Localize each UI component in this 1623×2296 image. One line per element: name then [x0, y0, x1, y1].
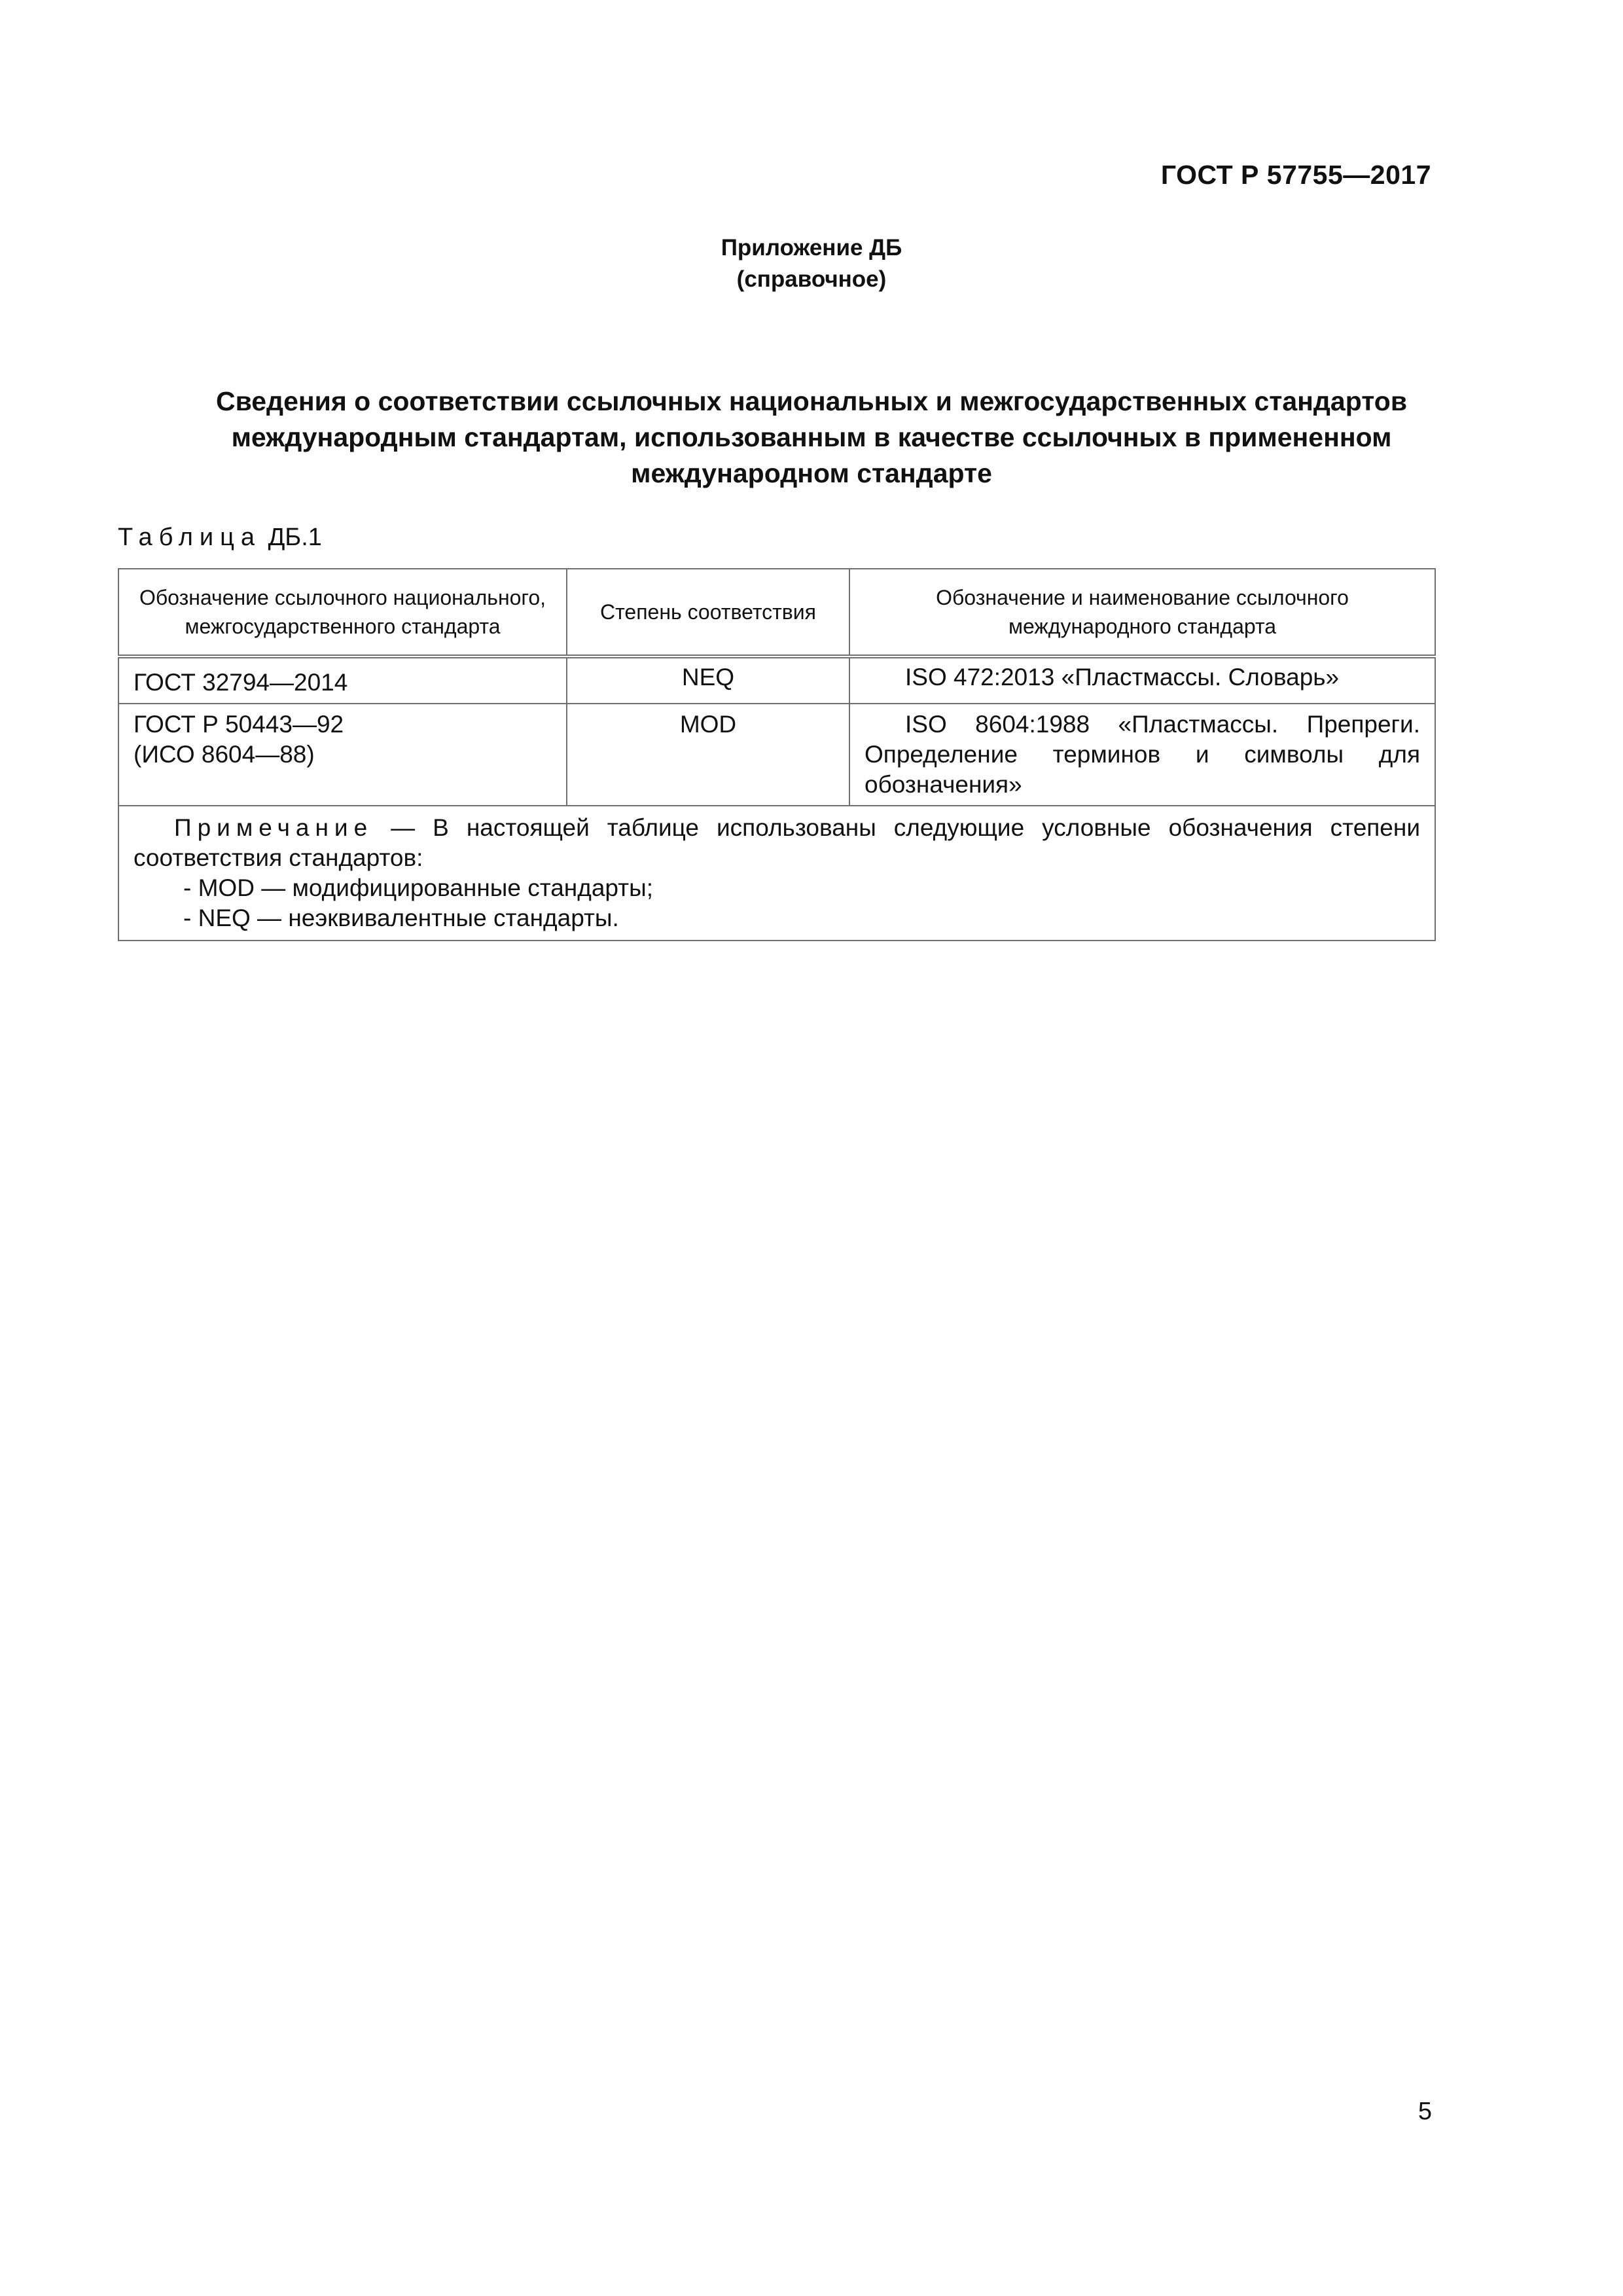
- heading-line: международном стандарте: [631, 458, 992, 488]
- heading-line: международным стандартам, использованным в качестве ссылочных в примененном: [231, 422, 1392, 452]
- appendix-title: Приложение ДБ: [721, 235, 902, 260]
- table-header-row: [118, 569, 1435, 656]
- column-header-degree: Степень соответствия: [567, 569, 849, 656]
- cell-degree: NEQ: [567, 656, 849, 704]
- cell-degree: MOD: [567, 704, 849, 806]
- document-id: ГОСТ Р 57755—2017: [1160, 160, 1431, 190]
- note-label: Примечание: [174, 814, 374, 841]
- cell-national-standard: [118, 704, 567, 806]
- table-caption-prefix: Таблица: [118, 524, 261, 551]
- table-caption-number: ДБ.1: [268, 524, 322, 551]
- cell-international-standard: ISO 8604:1988 «Пластмассы. Препреги. Определение терминов и символы для обозначения»: [849, 704, 1435, 806]
- column-header-international-standard: Обозначение и наименование ссылочного международного стандарта: [849, 569, 1435, 656]
- reference-standards-table: [118, 568, 1436, 941]
- table-caption: [118, 524, 322, 552]
- cell-national-standard: ГОСТ 32794—2014: [118, 656, 567, 704]
- cell-international-standard: ISO 472:2013 «Пластмассы. Словарь»: [849, 656, 1435, 704]
- appendix-type: (справочное): [736, 266, 887, 292]
- standard-designation: ГОСТ Р 50443—92: [134, 711, 344, 738]
- standard-designation-iso: (ИСО 8604—88): [134, 741, 315, 768]
- note-text: — В настоящей таблице использованы следующие условные обозначения степени соответствия стандартов:: [134, 814, 1420, 871]
- note-list-item: - MOD — модифицированные стандарты;: [183, 874, 653, 901]
- table-note-row: [118, 806, 1435, 941]
- table-note: [118, 806, 1435, 941]
- heading-line: Сведения о соответствии ссылочных национальных и межгосударственных стандартов: [215, 386, 1408, 416]
- table-row: [118, 656, 1435, 704]
- page-number: 5: [1418, 2098, 1432, 2125]
- note-list-item: - NEQ — неэквивалентные стандарты.: [183, 905, 619, 931]
- column-header-national-standard: Обозначение ссылочного национального, межгосударственного стандарта: [118, 569, 567, 656]
- section-heading: [118, 384, 1505, 492]
- table-row: [118, 704, 1435, 806]
